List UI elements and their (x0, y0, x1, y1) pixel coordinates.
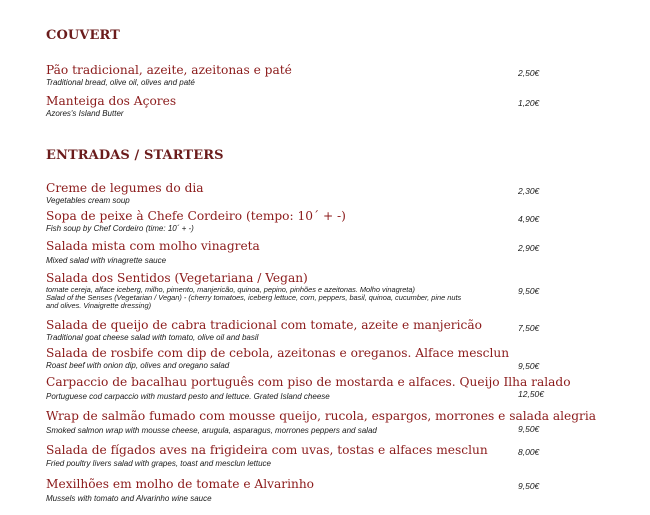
item-description: Salad of the Senses (Vegetarian / Vegan) - (cherry tomatoes, iceberg lettuce, corn, peppers, basil, quinoa, cucumber, pine nuts (46, 293, 462, 303)
menu-item (46, 209, 646, 234)
item-price: 9,50€ (518, 424, 540, 434)
section-title-starters: ENTRADAS / STARTERS (46, 148, 224, 163)
item-name: Salada mista com molho vinagreta (46, 239, 260, 253)
item-name: Wrap de salmão fumado com mousse queijo, rucola, espargos, morrones e salada alegria (46, 409, 597, 423)
item-description: Roast beef with onion dip, olives and oregano salad (46, 361, 230, 370)
item-description: Azores's Island Butter (46, 109, 124, 118)
menu-item (46, 443, 646, 469)
item-name: Carpaccio de bacalhau português com piso de mostarda e alfaces. Queijo Ilha ralado (46, 375, 571, 389)
item-price: 1,20€ (518, 98, 540, 108)
menu-item (46, 477, 646, 504)
item-price: 9,50€ (518, 361, 540, 371)
item-name: Salada dos Sentidos (Vegetariana / Vegan) (46, 271, 308, 285)
item-description: Vegetables cream soup (46, 196, 130, 205)
item-price: 2,50€ (518, 68, 540, 78)
item-description: Mixed salad with vinagrette sauce (46, 256, 167, 265)
item-description: Fish soup by Chef Cordeiro (time: 10´ + -) (46, 224, 194, 233)
menu-item (46, 346, 646, 371)
menu-item (46, 239, 646, 266)
item-description: Smoked salmon wrap with mousse cheese, arugula, asparagus, morrones peppers and salad (46, 426, 377, 435)
item-description: Mussels with tomato and Alvarinho wine sauce (46, 494, 212, 503)
item-price: 7,50€ (518, 323, 540, 333)
menu-item (46, 318, 646, 343)
menu-item (46, 375, 646, 402)
item-name: Sopa de peixe à Chefe Cordeiro (tempo: 10´ + -) (46, 209, 346, 223)
menu-item (46, 271, 646, 311)
item-description: Portuguese cod carpaccio with mustard pesto and lettuce. Grated Island cheese (46, 392, 330, 401)
menu-item (46, 94, 646, 119)
item-description: Traditional goat cheese salad with tomato, olive oil and basil (46, 333, 259, 342)
item-price: 12,50€ (518, 389, 544, 399)
item-description: tomate cereja, alface iceberg, milho, pimento, manjericão, quinoa, pepino, pinhões e azeitonas. Molho vinagreta) (46, 285, 415, 294)
section-title-couvert: COUVERT (46, 28, 120, 43)
item-description: Traditional bread, olive oil, olives and paté (46, 78, 195, 87)
item-price: 2,30€ (518, 186, 540, 196)
item-name: Salada de rosbife com dip de cebola, azeitonas e oreganos. Alface mesclun (46, 346, 510, 360)
item-name: Mexilhões em molho de tomate e Alvarinho (46, 477, 315, 491)
item-price: 4,90€ (518, 214, 540, 224)
item-name: Salada de queijo de cabra tradicional com tomate, azeite e manjericão (46, 318, 482, 332)
menu-item (46, 409, 646, 436)
menu-item (46, 63, 646, 88)
item-price: 2,90€ (518, 243, 540, 253)
item-name: Pão tradicional, azeite, azeitonas e paté (46, 63, 292, 77)
menu-item (46, 181, 646, 206)
item-name: Salada de fígados aves na frigideira com uvas, tostas e alfaces mesclun (46, 443, 488, 457)
item-name: Creme de legumes do dia (46, 181, 204, 195)
item-description: Fried poultry livers salad with grapes, toast and mesclun lettuce (46, 459, 271, 468)
item-price: 9,50€ (518, 481, 540, 491)
item-description: and olives. Vinaigrette dressing) (46, 301, 152, 311)
item-price: 8,00€ (518, 447, 540, 457)
item-name: Manteiga dos Açores (46, 94, 177, 108)
item-price: 9,50€ (518, 286, 540, 296)
